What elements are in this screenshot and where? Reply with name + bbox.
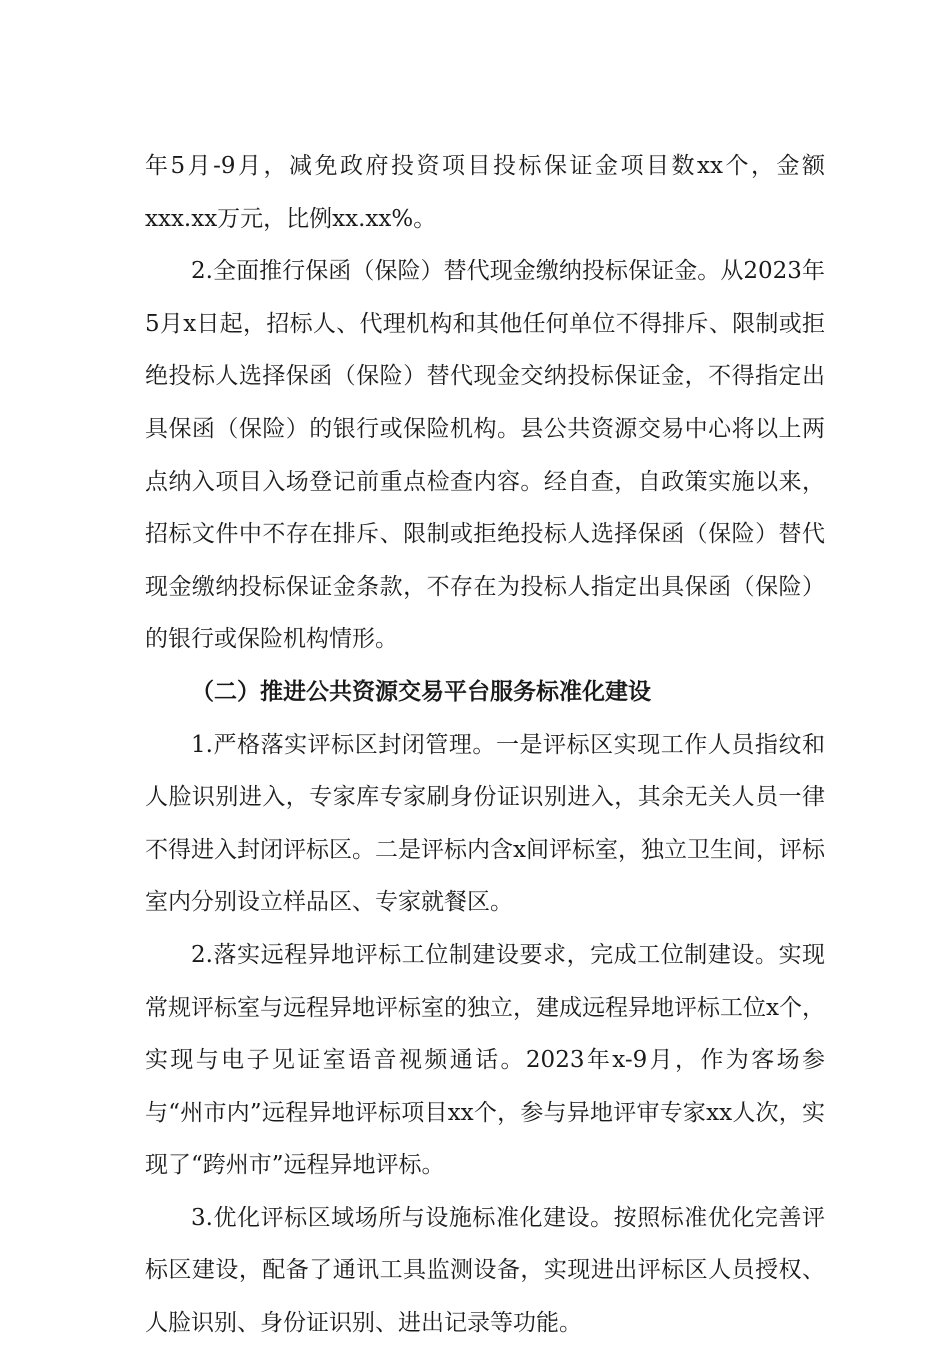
paragraph-continuation: 年5月-9月，减免政府投资项目投标保证金项目数xx个，金额xxx.xx万元，比例xx.xx%。 (145, 153, 825, 232)
paragraph-guarantee-letter: 2.全面推行保函（保险）替代现金缴纳投标保证金。从2023年5月x日起，招标人、代理机构和其他任何单位不得排斥、限制或拒绝投标人选择保函（保险）替代现金交纳投标保证金，不得指定出具保函（保险）的银行或保险机构。县公共资源交易中心将以上两点纳入项目入场登记前重点检查内容。经自查，自政策实施以来，招标文件中不存在排斥、限制或拒绝投标人选择保函（保险）替代现金缴纳投标保证金条款，不存在为投标人指定出具保函（保险）的银行或保险机构情形。 (145, 258, 825, 653)
section-heading: （二）推进公共资源交易平台服务标准化建设 (191, 677, 651, 705)
document-body (145, 140, 825, 1350)
paragraph-facility-standardization: 3.优化评标区域场所与设施标准化建设。按照标准优化完善评标区建设，配备了通讯工具监测设备，实现进出评标区人员授权、人脸识别、身份证识别、进出记录等功能。 (145, 1204, 825, 1337)
paragraph-remote-evaluation: 2.落实远程异地评标工位制建设要求，完成工位制建设。实现常规评标室与远程异地评标室的独立，建成远程异地评标工位x个，实现与电子见证室语音视频通话。2023年x-9月，作为客场参与“州市内”远程异地评标项目xx个，参与异地评审专家xx人次，实现了“跨州市”远程异地评标。 (145, 941, 825, 1179)
paragraph-closed-management: 1.严格落实评标区封闭管理。一是评标区实现工作人员指纹和人脸识别进入，专家库专家刷身份证识别进入，其余无关人员一律不得进入封闭评标区。二是评标内含x间评标室，独立卫生间，评标室内分别设立样品区、专家就餐区。 (145, 731, 825, 916)
